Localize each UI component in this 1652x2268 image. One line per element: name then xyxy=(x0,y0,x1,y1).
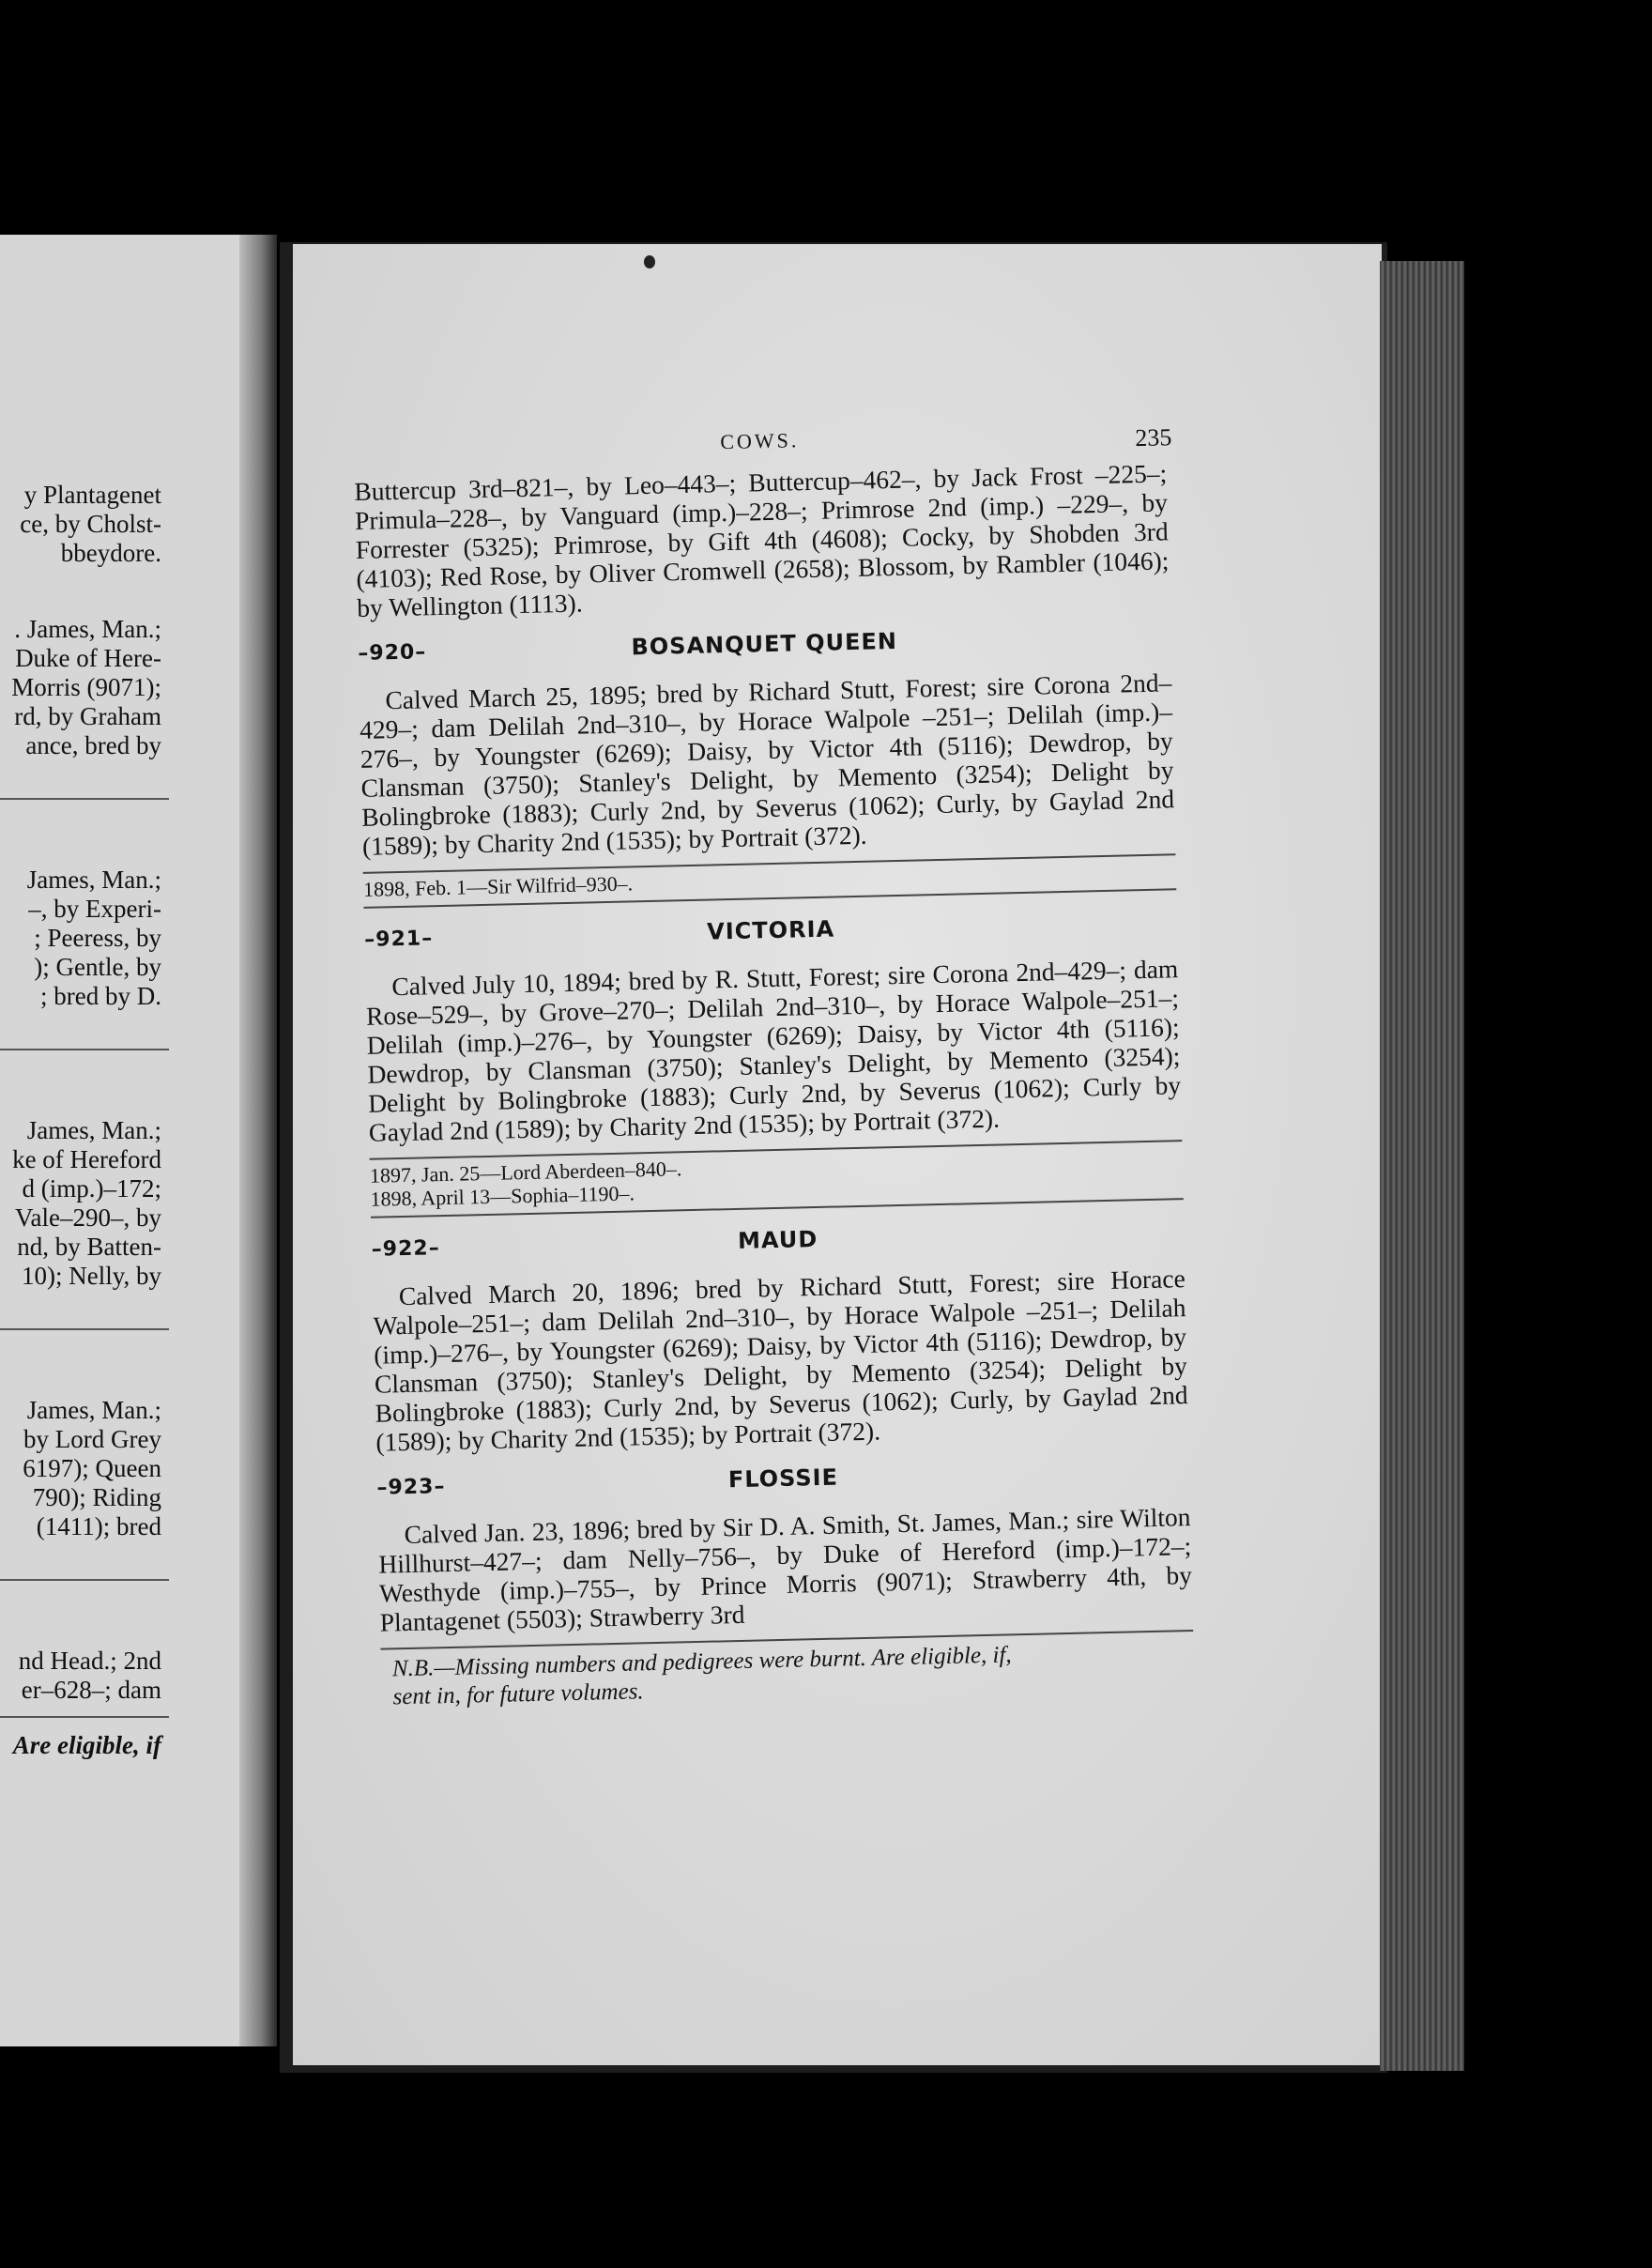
previous-page-line: bbeydore. xyxy=(60,539,161,567)
entry-name: BOSANQUET QUEEN xyxy=(631,627,898,661)
entry-number: –920– xyxy=(358,640,427,666)
entry-name: MAUD xyxy=(737,1225,818,1254)
previous-page xyxy=(0,235,268,2046)
block-gap xyxy=(0,1011,169,1049)
block-gap xyxy=(0,1330,169,1396)
previous-page-line: ke of Hereford xyxy=(12,1145,161,1173)
previous-page-text xyxy=(0,481,169,1760)
block-gap xyxy=(0,568,169,615)
page-number: 235 xyxy=(1135,423,1172,452)
previous-page-line: d (imp.)–172; xyxy=(22,1174,161,1203)
previous-page-line: er–628–; dam xyxy=(21,1676,161,1704)
running-title: COWS. xyxy=(720,428,800,454)
previous-page-line: Vale–290–, by xyxy=(15,1203,161,1232)
previous-page-line: 10); Nelly, by xyxy=(22,1262,161,1290)
previous-page-line: rd, by Graham xyxy=(14,702,161,730)
previous-page-line: . James, Man.; xyxy=(14,615,161,643)
produce-item: 1898, Feb. 1—Sir Wilfrid–930–. xyxy=(362,871,634,901)
block-gap xyxy=(0,760,169,798)
entry-heading xyxy=(371,1217,1185,1267)
previous-page-line: ); Gentle, by xyxy=(34,953,161,981)
previous-page-line: ; Peeress, by xyxy=(34,924,161,952)
previous-page-line: James, Man.; xyxy=(26,1116,161,1144)
produce-item: 1897, Jan. 25—Lord Aberdeen–840–. xyxy=(369,1157,682,1188)
herd-entry xyxy=(376,1455,1193,1637)
produce-list xyxy=(370,1140,1184,1218)
previous-page-line: y Plantagenet xyxy=(23,481,161,509)
herd-entry xyxy=(364,907,1184,1218)
entry-pedigree: Calved July 10, 1894; bred by R. Stutt, Forest; sire Corona 2nd–429–; dam Rose–529–, by Grove–270–; Delilah 2nd–310–, by Horace Walpole–251–; Delilah (imp.)–276–, by Youngster (6269); Daisy, by Victor 4th (5116); Dewdrop, by Clansman (3750); Stanley's Delight, by Memento (3254); Delight by Bolingbroke (1883); Curly 2nd, by Severus (1062); Curly by Gaylad 2nd (1589); by Charity 2nd (1535); by Portrait (372). xyxy=(365,954,1182,1147)
herd-entry xyxy=(358,621,1176,909)
entry-pedigree: Calved March 20, 1896; bred by Richard Stutt, Forest; sire Horace Walpole–251–; dam Delilah 2nd–310–, by Horace Walpole –251–; Delilah (imp.)–276–, by Youngster (6269); Daisy, by Victor 4th (5116); Dewdrop, by Clansman (3750); Stanley's Delight, by Memento (3254); Delight by Bolingbroke (1883); Curly 2nd, by Severus (1062); Curly, by Gaylad 2nd (1589); by Charity 2nd (1535); by Portrait (372). xyxy=(373,1264,1188,1457)
previous-page-line: ; bred by D. xyxy=(40,982,161,1010)
previous-page-line: ce, by Cholst- xyxy=(20,510,161,538)
entry-heading xyxy=(358,621,1171,671)
previous-page-line: by Lord Grey xyxy=(23,1425,161,1453)
entry-name: VICTORIA xyxy=(706,915,835,945)
block-gap xyxy=(0,800,169,866)
footnote-line: sent in, for future volumes. xyxy=(392,1678,644,1710)
entry-heading xyxy=(364,907,1178,958)
previous-page-line: nd, by Batten- xyxy=(17,1233,161,1261)
entry-number: –923– xyxy=(376,1475,446,1500)
entry-heading xyxy=(376,1455,1190,1506)
previous-page-line: (1411); bred xyxy=(36,1512,161,1540)
entry-pedigree: Calved March 25, 1895; bred by Richard Stutt, Forest; sire Corona 2nd–429–; dam Delilah 2nd–310–, by Horace Walpole –251–; Delilah (imp.)–276–, by Youngster (6269); Daisy, by Victor 4th (5116); Dewdrop, by Clansman (3750); Stanley's Delight, by Memento (3254); Delight by Bolingbroke (1883); Curly 2nd, by Severus (1062); Curly, by Gaylad 2nd (1589); by Charity 2nd (1535); by Portrait (372). xyxy=(359,667,1175,861)
page-content xyxy=(353,413,1195,1711)
previous-page-line: –, by Experi- xyxy=(28,895,161,923)
previous-page-line: Duke of Here- xyxy=(15,644,161,672)
block-gap xyxy=(0,1541,169,1579)
previous-page-line: James, Man.; xyxy=(26,866,161,894)
previous-page-line: 790); Riding xyxy=(32,1483,161,1511)
produce-item: 1898, April 13—Sophia–1190–. xyxy=(370,1181,635,1211)
book-gutter xyxy=(239,235,277,2046)
entry-number: –922– xyxy=(371,1236,440,1262)
footnote-line: N.B.—Missing numbers and pedigrees were burnt. Are eligible, if, xyxy=(391,1642,1012,1682)
previous-page-line: James, Man.; xyxy=(26,1396,161,1424)
page-fore-edge xyxy=(1380,261,1464,2071)
entry-number: –921– xyxy=(364,927,434,952)
entry-pedigree: Calved Jan. 23, 1896; bred by Sir D. A. Smith, St. James, Man.; sire Wilton Hillhurst–427–; dam Nelly–756–, by Duke of Hereford (imp.)–172–; Westhyde (imp.)–755–, by Prince Morris (9071); Strawberry 4th, by Plantagenet (5503); Strawberry 3rd xyxy=(378,1502,1193,1637)
previous-page-footnote: Are eligible, if xyxy=(12,1731,161,1759)
previous-page-line: Morris (9071); xyxy=(11,673,161,701)
previous-page-line: nd Head.; 2nd xyxy=(18,1647,161,1675)
block-gap xyxy=(0,1581,169,1647)
continued-pedigree: Buttercup 3rd–821–, by Leo–443–; Buttercup–462–, by Jack Frost –225–; Primula–228–, by Vanguard (imp.)–228–; Primrose 2nd (imp.) –229–, by Forrester (5325); Primrose, by Gift 4th (4608); Cocky, by Shobden 3rd (4103); Red Rose, by Oliver Cromwell (2658); Blossom, by Rambler (1046); by Wellington (1113). xyxy=(354,458,1170,622)
divider xyxy=(0,1716,169,1718)
block-gap xyxy=(0,1291,169,1328)
previous-page-line: 6197); Queen xyxy=(23,1454,161,1482)
block-gap xyxy=(0,1050,169,1116)
entry-name: FLOSSIE xyxy=(727,1463,839,1494)
ink-spot xyxy=(644,255,655,268)
previous-page-line: ance, bred by xyxy=(25,731,161,759)
produce-list xyxy=(363,853,1177,909)
herd-entry xyxy=(371,1217,1188,1457)
